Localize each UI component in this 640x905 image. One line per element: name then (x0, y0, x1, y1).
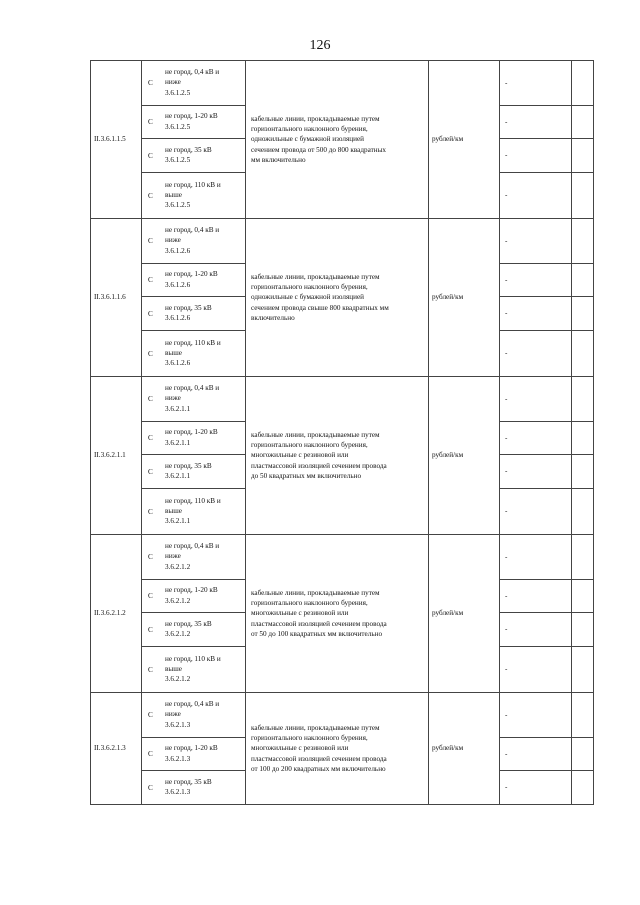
sub-row-text: не город, 1-20 кВ 3.6.2.1.2 (165, 586, 218, 605)
row-value: - (500, 580, 572, 613)
row-unit: рублей/км (429, 377, 500, 535)
category-mark: С (148, 433, 153, 442)
table-row (91, 535, 594, 580)
table-row (91, 377, 594, 422)
sub-row-cell (142, 489, 246, 535)
row-code: II.3.6.2.1.2 (91, 535, 142, 693)
category-mark: С (148, 625, 153, 634)
table-row (91, 61, 594, 106)
sub-row-cell (142, 535, 246, 580)
row-unit: рублей/км (429, 61, 500, 219)
category-mark: С (148, 467, 153, 476)
table-row (91, 219, 594, 264)
sub-row-cell (142, 455, 246, 489)
sub-row-cell (142, 580, 246, 613)
category-mark: С (148, 665, 153, 674)
category-mark: С (148, 236, 153, 245)
sub-row-text: не город, 35 кВ 3.6.1.2.5 (165, 145, 212, 164)
row-value: - (500, 693, 572, 738)
row-unit: рублей/км (429, 535, 500, 693)
category-mark: С (148, 394, 153, 403)
row-value: - (500, 771, 572, 805)
sub-row-text: не город, 0,4 кВ и ниже 3.6.1.2.5 (165, 68, 220, 97)
row-unit: рублей/км (429, 693, 500, 805)
row-value: - (500, 422, 572, 455)
note-cell (572, 264, 594, 297)
note-cell (572, 173, 594, 219)
sub-row-text: не город, 110 кВ и выше 3.6.2.1.1 (165, 496, 221, 526)
sub-row-text: не город, 35 кВ 3.6.1.2.6 (165, 303, 212, 322)
note-cell (572, 455, 594, 489)
sub-row-cell (142, 377, 246, 422)
row-value: - (500, 264, 572, 297)
row-code: II.3.6.2.1.1 (91, 377, 142, 535)
row-value: - (500, 297, 572, 331)
row-value: - (500, 489, 572, 535)
row-description: кабельные линии, прокладываемые путем горизонтального наклонного бурения, одножильные с бумажной изоляцией сечением провода от 500 до 800 квадратных мм включительно (246, 61, 429, 219)
note-cell (572, 535, 594, 580)
category-mark: С (148, 309, 153, 318)
note-cell (572, 61, 594, 106)
note-cell (572, 377, 594, 422)
row-description: кабельные линии, прокладываемые путем горизонтального наклонного бурения, многожильные с резиновой или пластмассовой изоляцией сечением провода от 50 до 100 квадратных мм включительно (246, 535, 429, 693)
note-cell (572, 580, 594, 613)
row-unit: рублей/км (429, 219, 500, 377)
note-cell (572, 106, 594, 139)
sub-row-text: не город, 1-20 кВ 3.6.2.1.3 (165, 744, 218, 763)
note-cell (572, 139, 594, 173)
sub-row-cell (142, 219, 246, 264)
note-cell (572, 331, 594, 377)
note-cell (572, 693, 594, 738)
sub-row-text: не город, 0,4 кВ и ниже 3.6.2.1.3 (165, 700, 220, 729)
category-mark: С (148, 117, 153, 126)
sub-row-cell (142, 106, 246, 139)
category-mark: С (148, 191, 153, 200)
category-mark: С (148, 151, 153, 160)
row-value: - (500, 647, 572, 693)
row-value: - (500, 331, 572, 377)
category-mark: С (148, 275, 153, 284)
sub-row-cell (142, 173, 246, 219)
category-mark: С (148, 749, 153, 758)
row-description: кабельные линии, прокладываемые путем горизонтального наклонного бурения, многожильные с резиновой или пластмассовой изоляцией сечением провода от 100 до 200 квадратных мм включительно (246, 693, 429, 805)
sub-row-cell (142, 297, 246, 331)
sub-row-text: не город, 110 кВ и выше 3.6.1.2.6 (165, 338, 221, 368)
sub-row-cell (142, 61, 246, 106)
page-number: 126 (309, 38, 331, 53)
sub-row-text: не город, 35 кВ 3.6.2.1.3 (165, 777, 212, 796)
category-mark: С (148, 710, 153, 719)
row-code: II.3.6.2.1.3 (91, 693, 142, 805)
sub-row-cell (142, 738, 246, 771)
sub-row-cell (142, 264, 246, 297)
sub-row-text: не город, 1-20 кВ 3.6.1.2.6 (165, 270, 218, 289)
sub-row-text: не город, 35 кВ 3.6.2.1.1 (165, 461, 212, 480)
note-cell (572, 297, 594, 331)
row-value: - (500, 613, 572, 647)
sub-row-cell (142, 139, 246, 173)
sub-row-text: не город, 0,4 кВ и ниже 3.6.1.2.6 (165, 226, 220, 255)
sub-row-cell (142, 613, 246, 647)
table-row (91, 693, 594, 738)
row-value: - (500, 106, 572, 139)
sub-row-text: не город, 110 кВ и выше 3.6.2.1.2 (165, 654, 221, 684)
row-value: - (500, 139, 572, 173)
sub-row-cell (142, 771, 246, 805)
row-value: - (500, 455, 572, 489)
row-code: II.3.6.1.1.5 (91, 61, 142, 219)
sub-row-text: не город, 0,4 кВ и ниже 3.6.2.1.2 (165, 542, 220, 571)
row-description: кабельные линии, прокладываемые путем горизонтального наклонного бурения, многожильные с резиновой или пластмассовой изоляцией сечением провода до 50 квадратных мм включительно (246, 377, 429, 535)
sub-row-cell (142, 647, 246, 693)
category-mark: С (148, 349, 153, 358)
sub-row-text: не город, 1-20 кВ 3.6.1.2.5 (165, 112, 218, 131)
row-value: - (500, 535, 572, 580)
category-mark: С (148, 552, 153, 561)
sub-row-cell (142, 331, 246, 377)
note-cell (572, 738, 594, 771)
row-value: - (500, 219, 572, 264)
row-description: кабельные линии, прокладываемые путем горизонтального наклонного бурения, одножильные с бумажной изоляцией сечением провода свыше 800 квадратных мм включительно (246, 219, 429, 377)
category-mark: С (148, 591, 153, 600)
sub-row-text: не город, 0,4 кВ и ниже 3.6.2.1.1 (165, 384, 220, 413)
row-value: - (500, 61, 572, 106)
sub-row-text: не город, 35 кВ 3.6.2.1.2 (165, 619, 212, 638)
row-value: - (500, 173, 572, 219)
sub-row-text: не город, 110 кВ и выше 3.6.1.2.5 (165, 180, 221, 210)
note-cell (572, 647, 594, 693)
sub-row-text: не город, 1-20 кВ 3.6.2.1.1 (165, 428, 218, 447)
note-cell (572, 771, 594, 805)
note-cell (572, 219, 594, 264)
note-cell (572, 422, 594, 455)
category-mark: С (148, 783, 153, 792)
row-value: - (500, 377, 572, 422)
row-value: - (500, 738, 572, 771)
category-mark: С (148, 78, 153, 87)
sub-row-cell (142, 422, 246, 455)
row-code: II.3.6.1.1.6 (91, 219, 142, 377)
category-mark: С (148, 507, 153, 516)
note-cell (572, 489, 594, 535)
tariff-table (90, 60, 594, 805)
note-cell (572, 613, 594, 647)
sub-row-cell (142, 693, 246, 738)
